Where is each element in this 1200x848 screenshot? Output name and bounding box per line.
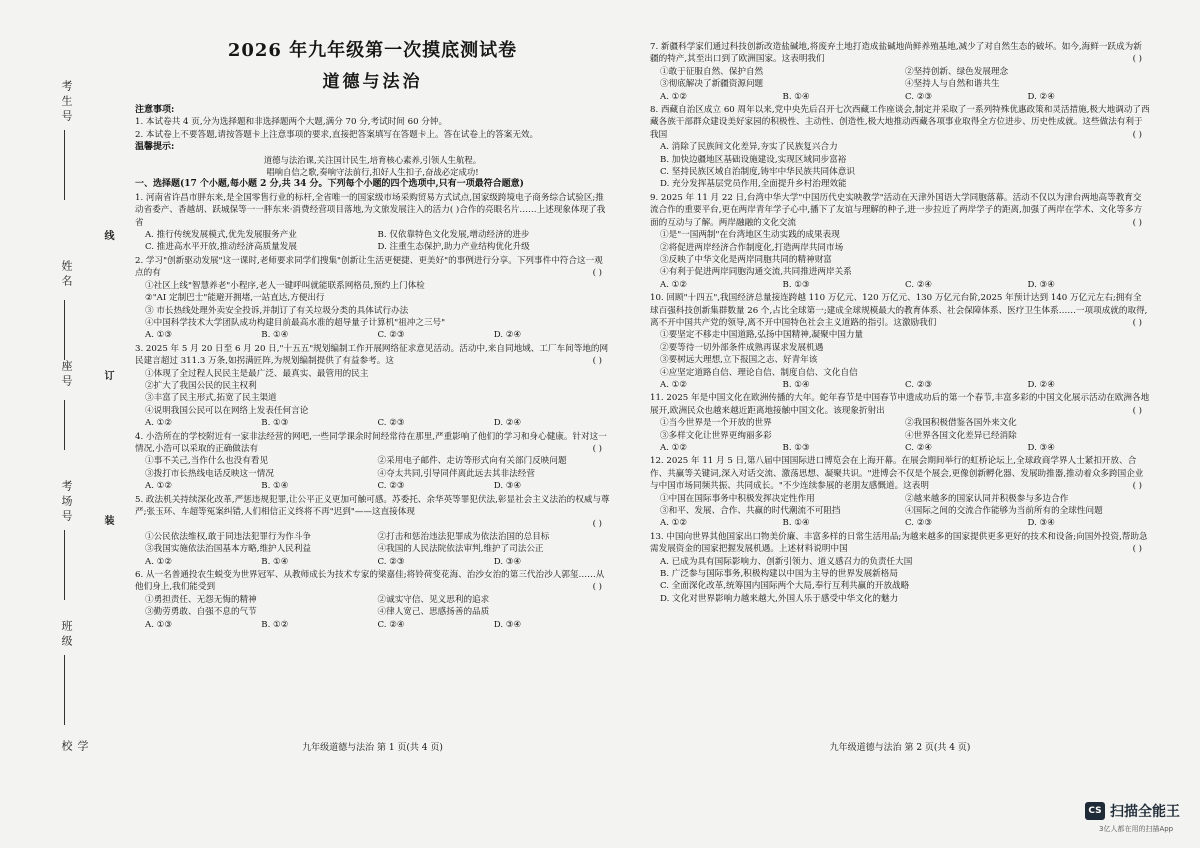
statement-2: ②我国积极借鉴各国外来文化 [905,418,1017,429]
statement-2: ②采用电子邮件、走访等形式向有关部门反映问题 [377,456,567,467]
question-stem: 12. 2025 年 11 月 5 日,第八届中国国际进口博览会在上海开幕。在展会期间举行的虹桥论坛上,全球政商学界人士紧扣开放、合作、共赢等关键词,深入对话交流、激荡思想、凝聚共识。"进博会不仅是个展会,更像创新孵化器、发展助推器,推动着众多跨国企业与中国市场同频共振、共同成长。"不少连续参展的老朋友感慨道。这表明 [650,456,1144,492]
question-13 [650,531,1150,605]
answer-paren: ( ) [1132,544,1142,555]
right-column [650,40,1150,605]
exam-title: 2026 年九年级第一次摸底测试卷 [227,40,518,61]
option-b: B. ①④ [261,556,289,567]
option-d: D. 充分发挥基层党员作用,全面提升乡村治理效能 [660,179,847,190]
option-b: B. ①④ [261,481,289,492]
option-c: C. 坚持民族区域自治制度,铸牢中华民族共同体意识 [660,167,855,178]
answer-paren: ( ) [1132,54,1142,65]
statement-3: ③勤劳勇敢、自强不息的气节 [145,607,257,618]
option-row [135,480,610,492]
option-row [650,91,1150,103]
statement-1: ①当今世界是一个开放的世界 [660,418,772,429]
question-stem: 13. 中国向世界其他国家出口物美价廉、丰富多样的日常生活用品;为越来越多的国家提供更多更好的技术和设备;向国外投资,帮助急需发展资金的国家把握发展机遇。上述材料说明中国 [650,531,1148,555]
field-line-zuohao [64,400,65,450]
answer-paren: ( ) [1132,129,1142,140]
statement-3: ③拨打市长热线电话反映这一情况 [145,468,274,479]
question-stem: 2. 学习"创新驱动发展"这一课时,老师要求同学们搜集"创新让生活更便捷、更美好"的事例进行分享。下列事件中符合这一观点的有 [135,255,603,279]
label-kaosheng-hao: 考生号 [60,80,73,125]
notice-item-1: 1. 本试卷共 4 页,分为选择题和非选择题两个大题,满分 70 分,考试时间 60 分钟。 [135,117,448,128]
statement-1: ①敢于征服自然、保护自然 [660,66,764,77]
mark-zhuang: 装 [102,515,113,525]
statement-row [135,455,610,467]
statement-1: ①事不关己,当作什么也没有看见 [145,456,269,467]
option-a: A. 推行传统发展模式,优先发展服务产业 [145,230,297,241]
option-a: A. ①③ [145,619,173,630]
statement-row [650,66,1150,78]
statement-3: ③反映了中华文化是两岸同胞共同的精神财富 [660,254,832,265]
statement-2: ②坚持创新、绿色发展理念 [905,66,1009,77]
option-d: D. ③④ [493,556,522,567]
option-a: A. ①② [660,91,688,102]
option-d: D. ②④ [1027,91,1055,102]
label-kaochang-hao: 考场号 [60,480,73,525]
statement-3: ③丰富了民主形式,拓宽了民主渠道 [145,393,277,404]
statement-2: ②将促进两岸经济合作制度化,打造两岸共同市场 [660,242,844,253]
statement-3: ③多样文化让世界更绚丽多彩 [660,430,772,441]
answer-paren: ( ) [1132,317,1142,328]
tip-line-1: 道德与法治课,关注国计民生,培育核心素养,引领人生航程。 [263,154,482,165]
question-5 [135,494,610,568]
statement-row [135,606,610,618]
field-line-kaosheng-hao [64,130,65,200]
statement-4: ④世界各国文化差异已经消除 [905,430,1017,441]
answer-paren: ( ) [1132,217,1142,228]
notice-item-2: 2. 本试卷上不要答题,请按答题卡上注意事项的要求,直接把答案填写在答题卡上。答在试卷上的答案无效。 [135,129,539,140]
label-banji: 班级 [60,620,73,650]
label-zuohao: 座号 [60,360,73,390]
option-a: A. ①② [145,481,173,492]
page-footer-1: 九年级道德与法治 第 1 页(共 4 页) [302,743,443,753]
answer-paren: ( ) [1132,405,1142,416]
page-footer-2: 九年级道德与法治 第 2 页(共 4 页) [829,743,971,753]
statement-4: ④夺太共同,引导同伴离此远去其非法经营 [377,468,535,479]
statement-2: ②扩大了我国公民的民主权利 [145,380,257,391]
option-c: C. ②③ [377,330,405,341]
option-c: C. ②③ [377,481,405,492]
option-a: A. ①③ [145,330,173,341]
option-d: D. ③④ [1027,279,1055,290]
option-d: D. ③④ [1027,443,1055,453]
option-d: D. ②④ [1027,379,1055,390]
mark-ding: 订 [102,370,113,380]
question-1 [135,192,610,254]
option-c: C. ②④ [905,279,933,290]
option-a: A. ①② [145,418,173,429]
question-stem: 8. 西藏自治区成立 60 周年以来,党中央先后召开七次西藏工作座谈会,制定并采取了一系列特殊优惠政策和灵活措施,极大地调动了西藏各族干部群众建设美好家园的积极性、主动性、创造性,极大地推动西藏各项事业取得全方位进步、历史性成就。这些做法有利于我国 [650,105,1150,140]
option-b: B. ①③ [782,279,810,290]
statement-3: ③和平、发展、合作、共赢的时代潮流不可阻挡 [660,506,841,517]
tip-line-2: 唱响自信之歌,奏响守法前行,扣好人生扣子,奋战必定成功! [266,167,479,178]
question-11 [650,392,1150,454]
option-row [650,442,1150,454]
option-row [650,517,1150,529]
option-a: A. ①② [660,379,688,390]
statement-4: ④应坚定道路自信、理论自信、制度自信、文化自信 [660,367,858,378]
option-d: D. ②④ [493,418,522,429]
mark-xian: 线 [102,230,113,240]
option-b: B. 加快边疆地区基础设施建设,实现区域同步富裕 [660,154,847,165]
statement-4: ④我国的人民法院依法审判,维护了司法公正 [377,544,544,555]
question-stem: 6. 从一名普通投农生蜕变为世界冠军、从教师成长为技术专家的梁嘉佳;将铃荷变花海、治沙女治的第三代治沙人郭玺……从他们身上,我们能受到 [135,570,605,593]
statement-1: ①社区上线"智慧养老"小程序,老人一键呼叫就能联系网格员,预约上门体检 [145,280,425,291]
statement-2: ②"AI 定制巴士"能避开拥堵,一站直达,方便出行 [145,293,325,304]
question-10 [650,292,1150,391]
option-b: B. ①④ [782,518,810,529]
camscanner-icon: CS [1085,802,1105,820]
option-row [135,556,610,568]
option-b: B. ①④ [261,330,289,341]
question-4 [135,431,610,493]
statement-4: ④国际之间的交流合作能够为当前所有的全球性问题 [905,506,1103,517]
section-heading: 一、选择题(17 个小题,每小题 2 分,共 34 分。下列每个小题的四个选项中,只有一项最符合题意) [135,179,524,190]
statement-4: ④中国科学技术大学团队成功构建目前最高水准的超导量子计算机"祖冲之三号" [145,317,446,328]
question-12 [650,455,1150,529]
answer-paren: ( ) [592,519,602,530]
statement-row [650,505,1150,517]
question-6 [135,569,610,631]
option-d: D. ③④ [1027,518,1055,529]
statement-3: ③要树远大理想,立下报国之志、好青年该 [660,355,818,366]
field-line-xingming [64,300,65,360]
option-c: C. ②③ [377,556,405,567]
question-8 [650,104,1150,191]
question-3 [135,343,610,430]
option-c: C. ②③ [377,418,405,429]
option-a: A. 已成为具有国际影响力、创新引领力、道义感召力的负责任大国 [660,556,913,567]
option-c: C. ②③ [905,518,933,529]
brand-slogan: 3亿人都在用的扫描App [1099,825,1174,833]
statement-row [135,468,610,480]
option-row [650,379,1150,391]
option-a: A. ①② [145,556,173,567]
statement-row [650,430,1150,442]
statement-row [135,531,610,543]
option-d: D. ③④ [493,619,522,630]
option-c: C. 推进高水平开放,推动经济高质量发展 [145,242,297,253]
option-row [135,619,610,631]
statement-2: ②要等待一切外部条件成熟再谋求发展机遇 [660,342,824,353]
notice-heading: 注意事项: [135,105,175,115]
statement-1: ①是"一国两制"在台湾地区生动实践的成果表现 [660,230,840,241]
option-row [135,417,610,429]
question-stem: 3. 2025 年 5 月 20 日至 6 月 20 日,"十五五"规划编制工作开展网络征求意见活动。活动中,来自同地域、工厂车间等地的网民建言超过 311.3 万条,如拐满匠阵,为规划编制提供了有益参考。这 [135,343,609,367]
statement-4: ④有利于促进两岸同胞沟通交流,共同推进两岸关系 [660,267,852,278]
question-stem: 11. 2025 年是中国文化在欧洲传播的大年。蛇年春节是中国春节申遗成功后的第一个春节,丰富多彩的中国文化展示活动在欧洲各地展开,欧洲民众也越来越近距离地接触中国文化。该现象折射出 [650,393,1150,416]
label-xingming: 姓名 [60,260,73,290]
statement-1: ①中国在国际事务中积极发挥决定性作用 [660,493,815,504]
label-xuexiao: 学校 [60,740,89,755]
option-a: A. ①② [660,279,688,290]
option-row [135,229,610,241]
option-row [650,279,1150,291]
statement-1: ①勇担责任、无怨无悔的精神 [145,594,257,605]
statement-1: ①体现了全过程人民民主是最广泛、最真实、最管用的民主 [145,368,369,379]
statement-row [650,78,1150,90]
statement-row [135,543,610,555]
answer-paren: ( ) [1132,481,1142,492]
question-stem: 5. 政法机关持续深化改革,严惩违规犯罪,让公平正义更加可触可感。苏委托、余华英等罪犯伏法,彰显社会主义法治的权威与尊严;张玉环、车超等冤案纠错,人们相信正义终将不再"迟到"——这直接体现 [135,494,610,517]
option-b: B. ①③ [261,418,289,429]
left-column [135,40,610,631]
statement-2: ②越来越多的国家认同并积极参与多边合作 [905,493,1069,504]
option-c: C. ②④ [905,443,933,453]
question-stem: 10. 回顾"十四五",我国经济总量接连跨越 110 万亿元、120 万亿元、130 万亿元台阶,2025 年预计达到 140 万亿元左右;拥有全球百强科技创新集群数量 26 个,占比全球第一;建成全球规模最大的教育体系、社会保障体系、医疗卫生体系……一项项成就的取得,离不开中国共产党的领导,离不开中国特色社会主义道路的指引。这激励我们 [650,293,1148,328]
option-b: B. 广泛参与国际事务,积极构建以中国为主导的世界发展新格局 [660,569,898,580]
question-2 [135,255,610,342]
option-b: B. ①③ [782,443,810,453]
statement-4: ④律人宽己、思感扬善的品质 [377,607,490,618]
option-d: D. 注重生态保护,助力产业结构优化升级 [377,242,530,253]
statement-row [135,594,610,606]
statement-4: ④坚持人与自然和谐共生 [905,79,1000,90]
statement-3: ③彻底解决了新疆资源问题 [660,79,764,90]
option-b: B. 仅依靠特色文化发展,增动经济的进步 [377,230,530,241]
option-b: B. ①② [261,619,289,630]
option-c: C. 全面深化改革,统筹国内国际两个大局,奉行互利共赢的开放战略 [660,581,910,592]
option-a: A. ①② [660,518,688,529]
option-c: C. ②③ [905,379,933,390]
statement-row [650,493,1150,505]
statement-3: ③我国实施依法治国基本方略,维护人民利益 [145,544,312,555]
statement-2: ②诚实守信、见义思利的追求 [377,594,490,605]
question-stem: 9. 2025 年 11 月 22 日,台湾中华大学"中国历代史实映教学"活动在天津外国语大学同胞落幕。活动不仅以为津台两地高等教育交流合作的重要平台,更在两岸青年学子心中,播下了友谊与理解的种子,进一步拉近了两岸学子的距离,加强了两岸在学术、文化等多方面的互动与了解。两岸融融的文化交流 [650,192,1143,228]
statement-4: ④说明我国公民可以在网络上发表任何言论 [145,405,309,416]
statement-3: ③ 市长热线处理外卖安全投诉,并制订了有关垃圾分类的具体试行办法 [145,305,409,316]
option-b: B. ①④ [782,379,810,390]
option-d: D. 文化对世界影响力越来越大,外国人乐于感受中华文化的魅力 [660,593,899,604]
answer-paren: ( ) [592,356,602,367]
option-row [135,241,610,253]
answer-paren: ( ) [592,268,602,279]
answer-paren: ( ) [592,443,602,454]
question-stem: 1. 河南省许昌市胖东来,是全国零售行业的标杆,全省唯一的国家级市场采购贸易方式试点,国家级跨境电子商务综合试验区;推动省委产、香越胡、跃城保等一一胖东来·消费经营项目落地,为文旅发展注入的活力( )合作的亮眼名片……上述现象体现了我省 [135,192,606,228]
option-c: C. ②④ [377,619,405,630]
tip-heading: 温馨提示: [135,142,175,153]
answer-paren: ( ) [592,582,602,593]
statement-row [650,417,1150,429]
statement-1: ①公民依法维权,敢于同违法犯罪行为作斗争 [145,531,312,542]
option-d: D. ②④ [493,330,522,341]
question-stem: 7. 新疆科学家们通过科技创新改造盐碱地,将废弃土地打造成盐碱地尚鲜养殖基地,减少了对自然生态的破坏。如今,海鲜一跃成为新疆的特产,其至出口到了欧洲国家。这表明我们 [650,42,1142,65]
field-line-kaochang-hao [64,530,65,600]
option-row [135,329,610,341]
question-stem: 4. 小浩所在的学校附近有一家非法经营的网吧,一些同学课余时间经常待在那里,严重影响了他们的学习和身心健康。针对这一情况,小浩可以采取的正确做法有 [135,431,607,454]
statement-1: ①要坚定不移走中国道路,弘扬中国精神,凝聚中国力量 [660,330,864,341]
exam-subject: 道德与法治 [322,72,423,92]
question-9 [650,192,1150,291]
statement-2: ②打击和惩治违法犯罪成为依法治国的总目标 [377,531,550,542]
option-a: A. ①② [660,443,688,453]
option-a: A. 消除了民族间文化差异,夯实了民族复兴合力 [660,142,838,153]
scanner-watermark [1085,800,1195,840]
binding-strip [40,60,130,760]
field-line-banji [64,655,65,725]
brand-name: 扫描全能王 [1110,804,1180,820]
option-d: D. ③④ [493,481,522,492]
question-7 [650,41,1150,103]
option-c: C. ②③ [905,91,933,102]
option-b: B. ①④ [782,91,810,102]
